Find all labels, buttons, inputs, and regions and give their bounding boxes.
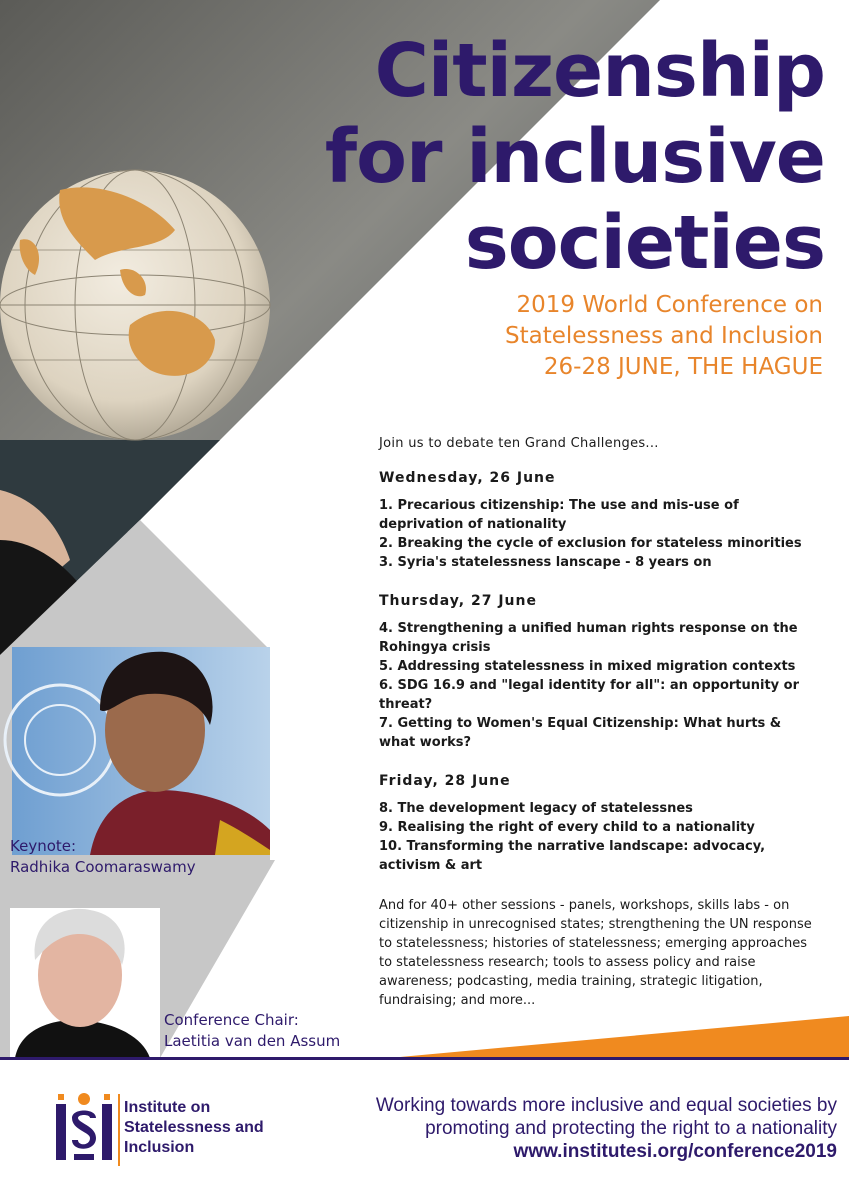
chair-name: Laetitia van den Assum [164, 1032, 341, 1050]
logo-line-1: Institute on [124, 1099, 211, 1116]
tagline [376, 1094, 837, 1163]
day-friday [379, 773, 819, 875]
conference-subtitle [505, 290, 823, 383]
challenge-item: 6. SDG 16.9 and "legal identity for all": an opportunity or threat? [379, 678, 800, 712]
orange-wedge [400, 1016, 849, 1057]
keynote-role: Keynote: [10, 837, 77, 855]
keynote-photo [5, 647, 270, 855]
tagline-line-1: Working towards more inclusive and equal societies by [375, 1095, 837, 1116]
intro-text: Join us to debate ten Grand Challenges... [379, 436, 659, 451]
tagline-line-2: promoting and protecting the right to a nationality [425, 1118, 837, 1139]
keynote-caption [10, 836, 196, 878]
day-heading: Thursday, 27 June [379, 593, 537, 609]
challenge-item: 1. Precarious citizenship: The use and mis-use of deprivation of nationality [379, 498, 739, 532]
logo-divider [118, 1094, 120, 1166]
logo-line-3: Inclusion [124, 1139, 195, 1156]
conference-url-link[interactable]: www.institutesi.org/conference2019 [513, 1141, 837, 1162]
subtitle-line-1: 2019 World Conference on [516, 292, 823, 318]
challenge-item: 8. The development legacy of statelessnes [379, 801, 693, 816]
other-sessions-text: And for 40+ other sessions - panels, workshops, skills labs - on citizenship in unrecognised states; strengthening the UN response to statelessness; histories of statelessness; emerging approaches to statelessness research; tools to assess policy and raise awareness; podcasting, media training, strategic litigation, fundraising; and more... [379, 898, 812, 1008]
title-line-1: Citizenship [374, 28, 825, 114]
challenge-item: 7. Getting to Women's Equal Citizenship: What hurts & what works? [379, 716, 782, 750]
title-line-2: for inclusive [324, 114, 825, 200]
isi-logo-mark [54, 1090, 114, 1164]
day-wednesday [379, 470, 819, 572]
keynote-name: Radhika Coomaraswamy [10, 858, 196, 876]
subtitle-line-2: Statelessness and Inclusion [505, 323, 823, 349]
challenge-item: 3. Syria's statelessness lanscape - 8 years on [379, 555, 712, 570]
challenge-item: 5. Addressing statelessness in mixed migration contexts [379, 659, 796, 674]
challenge-item: 2. Breaking the cycle of exclusion for stateless minorities [379, 536, 802, 551]
globe-image [0, 170, 270, 440]
logo-line-2: Statelessness and [124, 1119, 264, 1136]
day-thursday [379, 593, 819, 752]
subtitle-line-3: 26-28 JUNE, THE HAGUE [543, 354, 823, 380]
chair-photo [10, 908, 160, 1058]
challenge-item: 9. Realising the right of every child to a nationality [379, 820, 755, 835]
challenge-item: 4. Strengthening a unified human rights response on the Rohingya crisis [379, 621, 798, 655]
day-heading: Wednesday, 26 June [379, 470, 556, 486]
day-heading: Friday, 28 June [379, 773, 511, 789]
conference-title [325, 28, 825, 286]
title-line-3: societies [464, 200, 825, 286]
programme [379, 436, 819, 1010]
isi-logo-text [124, 1098, 264, 1158]
chair-role: Conference Chair: [164, 1011, 299, 1029]
chair-caption [164, 1010, 340, 1052]
challenge-item: 10. Transforming the narrative landscape: advocacy, activism & art [379, 839, 766, 873]
